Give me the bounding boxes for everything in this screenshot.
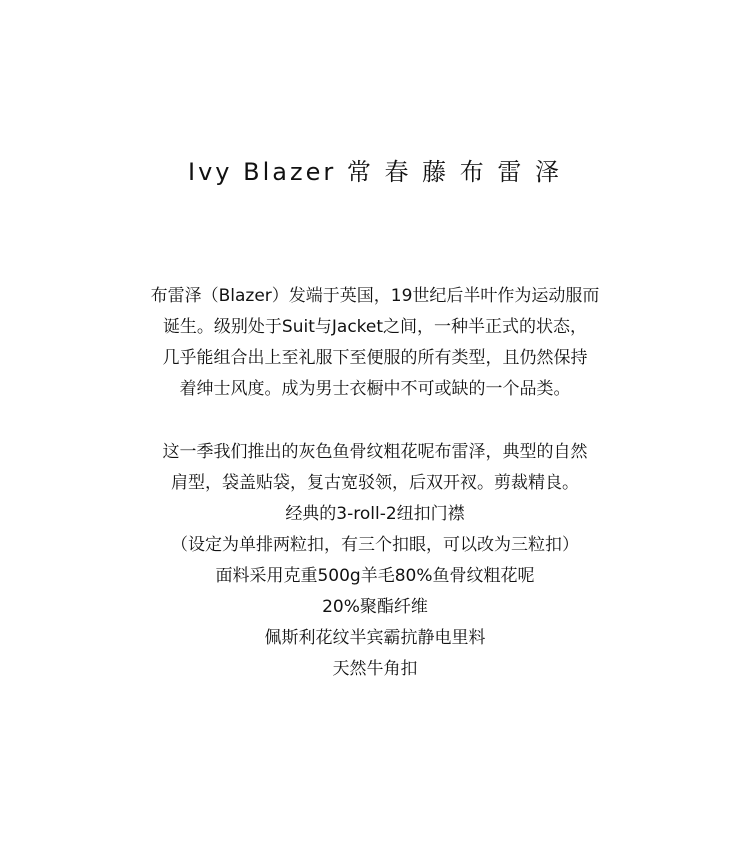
intro-paragraph bbox=[0, 281, 750, 405]
page-title: Ivy Blazer 常 春 藤 布 雷 泽 bbox=[188, 158, 562, 186]
intro-line: 几乎能组合出上至礼服下至便服的所有类型，且仍然保持 bbox=[162, 348, 588, 368]
intro-line: 诞生。级别处于Suit与Jacket之间，一种半正式的状态， bbox=[162, 317, 588, 337]
details-line: 经典的3-roll-2纽扣门襟 bbox=[285, 504, 465, 524]
details-line: （设定为单排两粒扣，有三个扣眼，可以改为三粒扣） bbox=[171, 535, 579, 555]
intro-line: 布雷泽（Blazer）发端于英国，19世纪后半叶作为运动服而 bbox=[150, 286, 600, 306]
details-line: 面料采用克重500g羊毛80%鱼骨纹粗花呢 bbox=[215, 566, 535, 586]
details-line: 天然牛角扣 bbox=[332, 659, 418, 679]
details-line: 肩型，袋盖贴袋，复古宽驳领，后双开衩。剪裁精良。 bbox=[171, 473, 579, 493]
details-line: 20%聚酯纤维 bbox=[322, 597, 428, 617]
details-line: 这一季我们推出的灰色鱼骨纹粗花呢布雷泽，典型的自然 bbox=[162, 442, 588, 462]
details-paragraph bbox=[0, 437, 750, 685]
details-line: 佩斯利花纹半宾霸抗静电里料 bbox=[264, 628, 486, 648]
intro-line: 着绅士风度。成为男士衣橱中不可或缺的一个品类。 bbox=[179, 379, 571, 399]
